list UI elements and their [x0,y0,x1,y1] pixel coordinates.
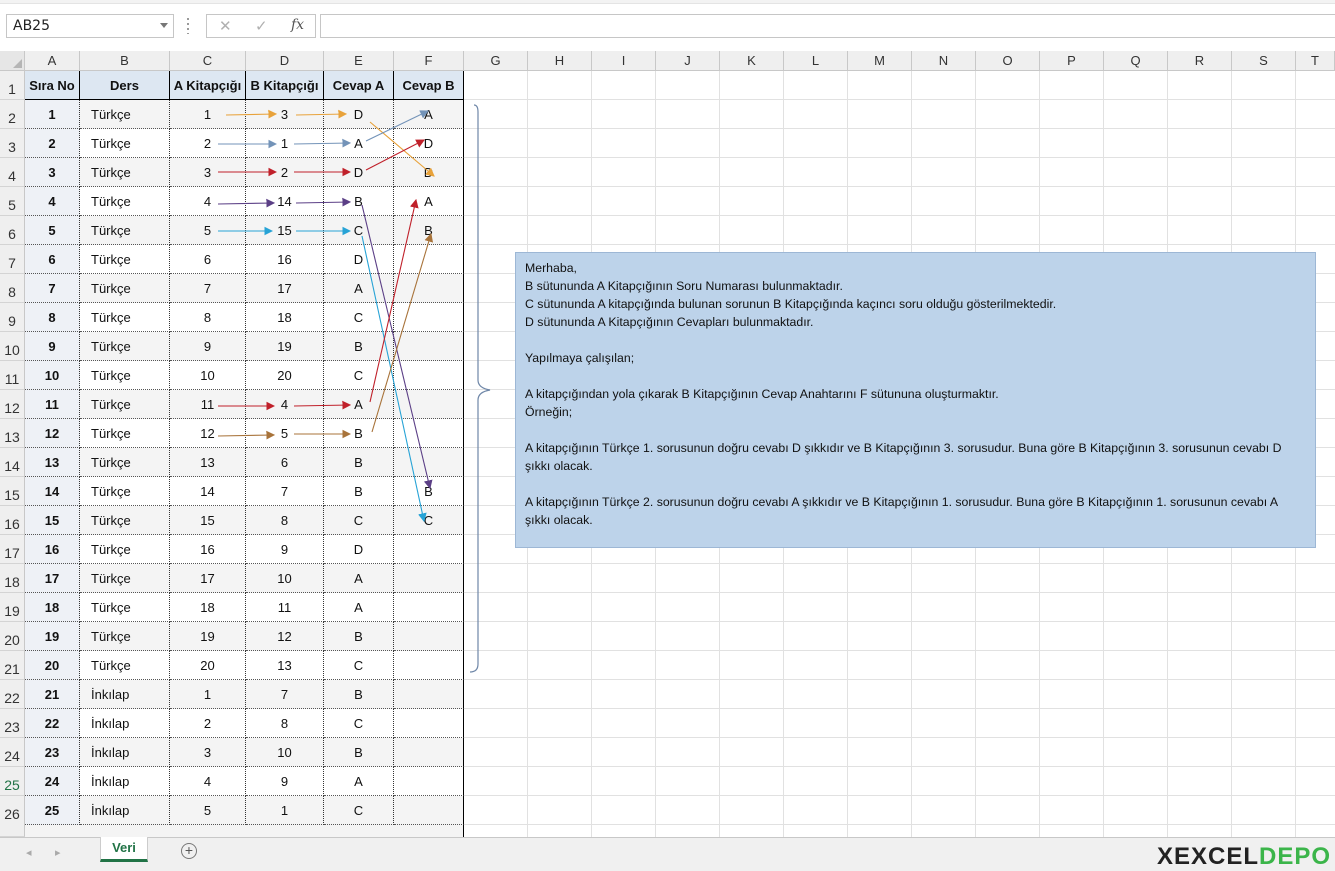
row-header-13[interactable]: 13 [0,419,25,448]
column-header-e[interactable]: E [324,51,394,71]
table-cell[interactable]: Türkçe [80,448,170,477]
table-cell[interactable]: 7 [246,477,324,506]
table-cell[interactable]: 16 [170,535,246,564]
table-cell[interactable]: 1 [25,100,80,129]
table-cell[interactable]: D [324,245,394,274]
table-cell[interactable]: 8 [170,303,246,332]
note-line: D sütununda A Kitapçığının Cevapları bulunmaktadır. [525,315,814,329]
name-box-value: AB25 [13,18,50,34]
table-cell[interactable]: 12 [170,419,246,448]
table-cell[interactable]: 14 [246,187,324,216]
table-cell[interactable]: 19 [25,622,80,651]
table-cell[interactable]: 17 [170,564,246,593]
table-cell[interactable]: 5 [170,796,246,825]
formula-input[interactable] [320,14,1335,38]
column-header-q[interactable]: Q [1104,51,1168,71]
table-cell[interactable]: B [324,738,394,767]
row-header-3[interactable]: 3 [0,129,25,158]
scroll-right-icon[interactable]: ▸ [55,847,61,859]
table-cell[interactable]: 6 [25,245,80,274]
table-cell[interactable] [394,622,464,651]
table-cell[interactable]: 18 [170,593,246,622]
column-header-i[interactable]: I [592,51,656,71]
table-cell[interactable]: 3 [170,738,246,767]
table-cell[interactable]: 2 [170,709,246,738]
table-cell[interactable]: A [324,767,394,796]
table-cell[interactable]: Türkçe [80,622,170,651]
scroll-left-icon[interactable]: ◂ [26,847,32,859]
table-cell[interactable]: Türkçe [80,419,170,448]
row-header-9[interactable]: 9 [0,303,25,332]
table-cell[interactable]: 10 [25,361,80,390]
table-cell[interactable]: 16 [246,245,324,274]
row-header-5[interactable]: 5 [0,187,25,216]
table-cell[interactable] [394,651,464,680]
row-header-25[interactable]: 25 [0,767,25,796]
table-cell[interactable]: 6 [246,448,324,477]
formula-bar [0,0,1335,44]
table-cell[interactable]: A [394,187,464,216]
table-cell[interactable] [394,274,464,303]
table-cell[interactable]: A [394,100,464,129]
note-line: B sütununda A Kitapçığının Soru Numarası bulunmaktadır. [525,279,843,293]
table-cell[interactable]: 19 [170,622,246,651]
column-header-j[interactable]: J [656,51,720,71]
table-cell[interactable]: Türkçe [80,477,170,506]
table-cell[interactable]: 12 [25,419,80,448]
window-top-strip [0,0,1335,4]
row-header-8[interactable]: 8 [0,274,25,303]
table-cell[interactable]: 1 [170,100,246,129]
table-cell[interactable]: 5 [25,216,80,245]
table-cell[interactable]: 13 [25,448,80,477]
row-header-17[interactable]: 17 [0,535,25,564]
column-header-m[interactable]: M [848,51,912,71]
note-line [525,421,1306,439]
column-header-h[interactable]: H [528,51,592,71]
table-cell[interactable]: Türkçe [80,245,170,274]
table-cell[interactable]: 15 [170,506,246,535]
watermark-logo: XEXCELDEPO [1156,843,1331,870]
table-cell[interactable]: 18 [246,303,324,332]
table-row-partial [25,825,464,837]
table-cell[interactable]: Türkçe [80,564,170,593]
row-header-1[interactable]: 1 [0,71,25,100]
table-cell[interactable]: B [324,187,394,216]
table-cell[interactable]: 10 [170,361,246,390]
column-header-o[interactable]: O [976,51,1040,71]
name-box[interactable] [6,14,174,38]
table-cell[interactable]: 8 [246,709,324,738]
table-cell[interactable]: 25 [25,796,80,825]
table-cell[interactable]: B [324,419,394,448]
table-cell[interactable]: 11 [246,593,324,622]
table-cell[interactable]: İnkılap [80,767,170,796]
drag-handle-icon[interactable] [187,18,189,34]
table-cell[interactable]: 20 [170,651,246,680]
table-cell[interactable]: Türkçe [80,593,170,622]
row-header-15[interactable]: 15 [0,477,25,506]
sheet-tab-veri[interactable]: Veri [100,837,148,862]
table-cell[interactable]: İnkılap [80,738,170,767]
table-cell[interactable]: A [324,274,394,303]
column-header-k[interactable]: K [720,51,784,71]
row-header-11[interactable]: 11 [0,361,25,390]
table-cell[interactable] [394,593,464,622]
table-cell[interactable]: Türkçe [80,506,170,535]
table-cell[interactable]: 7 [246,680,324,709]
row-header-14[interactable]: 14 [0,448,25,477]
table-cell[interactable]: 17 [25,564,80,593]
table-cell[interactable]: A [324,129,394,158]
table-cell[interactable]: B [324,332,394,361]
note-line: Yapılmaya çalışılan; [525,351,635,365]
table-cell[interactable]: 3 [25,158,80,187]
column-header-d[interactable]: D [246,51,324,71]
table-cell[interactable]: Türkçe [80,651,170,680]
table-cell[interactable]: 8 [246,506,324,535]
table-cell[interactable]: B [324,448,394,477]
table-cell[interactable]: D [394,129,464,158]
table-cell[interactable] [394,361,464,390]
table-cell[interactable]: 12 [246,622,324,651]
table-cell[interactable] [394,245,464,274]
table-cell[interactable]: B [394,477,464,506]
table-cell[interactable]: D [324,158,394,187]
row-header-20[interactable]: 20 [0,622,25,651]
table-cell[interactable]: C [324,303,394,332]
table-cell[interactable] [394,709,464,738]
table-cell[interactable]: Türkçe [80,129,170,158]
table-cell[interactable]: 21 [25,680,80,709]
table-cell[interactable]: 20 [25,651,80,680]
table-cell[interactable]: A [324,390,394,419]
table-cell[interactable]: Türkçe [80,274,170,303]
table-cell[interactable]: 2 [25,129,80,158]
table-cell[interactable]: 13 [246,651,324,680]
add-sheet-icon[interactable]: + [181,843,197,859]
column-header-n[interactable]: N [912,51,976,71]
column-header-b[interactable]: B [80,51,170,71]
table-cell[interactable]: 4 [25,187,80,216]
insert-function-icon[interactable]: fx [291,17,305,33]
row-header-6[interactable]: 6 [0,216,25,245]
table-cell[interactable] [394,332,464,361]
table-cell[interactable]: C [324,709,394,738]
table-cell[interactable]: 5 [246,419,324,448]
table-cell[interactable]: Türkçe [80,187,170,216]
row-header-21[interactable]: 21 [0,651,25,680]
table-cell[interactable]: 8 [25,303,80,332]
row-header-19[interactable]: 19 [0,593,25,622]
table-cell[interactable]: 14 [170,477,246,506]
row-header-7[interactable]: 7 [0,245,25,274]
table-cell[interactable]: 3 [246,100,324,129]
table-cell[interactable] [394,448,464,477]
table-header-cell[interactable]: A Kitapçığı [170,71,246,100]
column-header-p[interactable]: P [1040,51,1104,71]
column-header-f[interactable]: F [394,51,464,71]
note-line [525,475,1306,493]
table-cell[interactable]: C [324,361,394,390]
table-cell[interactable]: 1 [170,680,246,709]
table-cell[interactable]: 5 [170,216,246,245]
table-cell[interactable]: 10 [246,564,324,593]
table-cell[interactable]: 6 [170,245,246,274]
formula-buttons [206,14,316,38]
table-cell[interactable]: 1 [246,796,324,825]
select-all-corner[interactable] [0,51,25,71]
table-cell[interactable]: Türkçe [80,158,170,187]
note-line: Merhaba, [525,261,577,275]
table-cell[interactable] [394,680,464,709]
column-header-l[interactable]: L [784,51,848,71]
row-header-22[interactable]: 22 [0,680,25,709]
note-line: C sütununda A kitapçığında bulunan sorunun B Kitapçığında kaçıncı soru olduğu gösterilmektedir. [525,297,1057,311]
column-header-t[interactable]: T [1296,51,1335,71]
table-cell[interactable]: 2 [170,129,246,158]
table-cell[interactable]: 7 [170,274,246,303]
table-cell[interactable]: 4 [246,390,324,419]
enter-icon[interactable]: ✓ [255,18,268,35]
table-cell[interactable] [394,303,464,332]
table-cell[interactable]: 4 [170,767,246,796]
table-cell[interactable] [394,738,464,767]
table-cell[interactable]: 24 [25,767,80,796]
table-header-cell[interactable]: Sıra No [25,71,80,100]
table-cell[interactable]: İnkılap [80,680,170,709]
table-cell[interactable]: B [324,680,394,709]
table-cell[interactable]: Türkçe [80,100,170,129]
column-header-c[interactable]: C [170,51,246,71]
row-header-23[interactable]: 23 [0,709,25,738]
table-cell[interactable]: 3 [170,158,246,187]
table-cell[interactable]: Türkçe [80,535,170,564]
table-cell[interactable]: 15 [246,216,324,245]
table-cell[interactable]: Türkçe [80,361,170,390]
table-cell[interactable]: B [394,216,464,245]
row-header-4[interactable]: 4 [0,158,25,187]
table-cell[interactable]: 9 [170,332,246,361]
table-header-cell[interactable]: B Kitapçığı [246,71,324,100]
column-header-g[interactable]: G [464,51,528,71]
table-cell[interactable]: 14 [25,477,80,506]
column-header-r[interactable]: R [1168,51,1232,71]
table-cell[interactable]: İnkılap [80,709,170,738]
note-line: A kitapçığının Türkçe 2. sorusunun doğru cevabı A şıkkıdır ve B Kitapçığının 1. sorusudur. Buna göre B Kitapçığının 1. sorusunun cevabı A şıkkı olacak. [525,495,1278,527]
table-cell[interactable]: 9 [246,767,324,796]
sheet-tab-bar [0,837,1335,871]
table-cell[interactable]: 13 [170,448,246,477]
note-line: A kitapçığından yola çıkarak B Kitapçığının Cevap Anahtarını F sütununa oluşturmaktır. [525,387,999,401]
table-cell[interactable]: C [324,796,394,825]
table-cell[interactable]: İnkılap [80,796,170,825]
table-cell[interactable]: C [394,506,464,535]
table-cell[interactable]: 19 [246,332,324,361]
table-cell[interactable]: 18 [25,593,80,622]
table-cell[interactable]: 9 [246,535,324,564]
table-cell[interactable]: B [324,622,394,651]
table-cell[interactable]: C [324,651,394,680]
table-cell[interactable]: 1 [246,129,324,158]
table-header-cell[interactable]: Cevap A [324,71,394,100]
table-cell[interactable]: 7 [25,274,80,303]
table-cell[interactable]: 16 [25,535,80,564]
note-line [525,367,1306,385]
table-cell[interactable]: Türkçe [80,390,170,419]
table-cell[interactable]: 9 [25,332,80,361]
row-header-18[interactable]: 18 [0,564,25,593]
note-line [525,331,1306,349]
table-cell[interactable]: A [324,564,394,593]
row-header-12[interactable]: 12 [0,390,25,419]
row-header-26[interactable]: 26 [0,796,25,837]
table-cell[interactable] [394,535,464,564]
row-header-16[interactable]: 16 [0,506,25,535]
table-cell[interactable]: 10 [246,738,324,767]
cancel-icon[interactable]: ✕ [219,18,232,35]
table-cell[interactable]: 11 [25,390,80,419]
table-cell[interactable] [394,767,464,796]
note-line: Örneğin; [525,405,573,419]
table-cell[interactable]: C [324,216,394,245]
note-line: A kitapçığının Türkçe 1. sorusunun doğru cevabı D şıkkıdır ve B Kitapçığının 3. sorusudur. Buna göre B Kitapçığının 3. sorusunun cevabı D şıkkı olacak. [525,441,1282,473]
table-cell[interactable]: 11 [170,390,246,419]
column-header-a[interactable]: A [25,51,80,71]
table-cell[interactable]: D [394,158,464,187]
column-header-s[interactable]: S [1232,51,1296,71]
table-cell[interactable]: 20 [246,361,324,390]
row-header-2[interactable]: 2 [0,100,25,129]
table-cell[interactable] [394,419,464,448]
table-cell[interactable]: 15 [25,506,80,535]
table-cell[interactable]: D [324,535,394,564]
table-cell[interactable]: C [324,506,394,535]
table-cell[interactable] [394,390,464,419]
table-cell[interactable]: 4 [170,187,246,216]
table-cell[interactable] [394,564,464,593]
table-cell[interactable]: 23 [25,738,80,767]
table-cell[interactable]: 22 [25,709,80,738]
row-header-24[interactable]: 24 [0,738,25,767]
row-header-10[interactable]: 10 [0,332,25,361]
table-cell[interactable] [394,796,464,825]
table-cell[interactable]: D [324,100,394,129]
table-header-cell[interactable]: Ders [80,71,170,100]
table-cell[interactable]: A [324,593,394,622]
table-cell[interactable]: 2 [246,158,324,187]
table-cell[interactable]: 17 [246,274,324,303]
chevron-down-icon[interactable] [160,23,168,28]
table-cell[interactable]: Türkçe [80,303,170,332]
table-cell[interactable]: Türkçe [80,332,170,361]
table-cell[interactable]: B [324,477,394,506]
table-cell[interactable]: Türkçe [80,216,170,245]
note-textbox[interactable] [515,252,1316,548]
table-header-cell[interactable]: Cevap B [394,71,464,100]
